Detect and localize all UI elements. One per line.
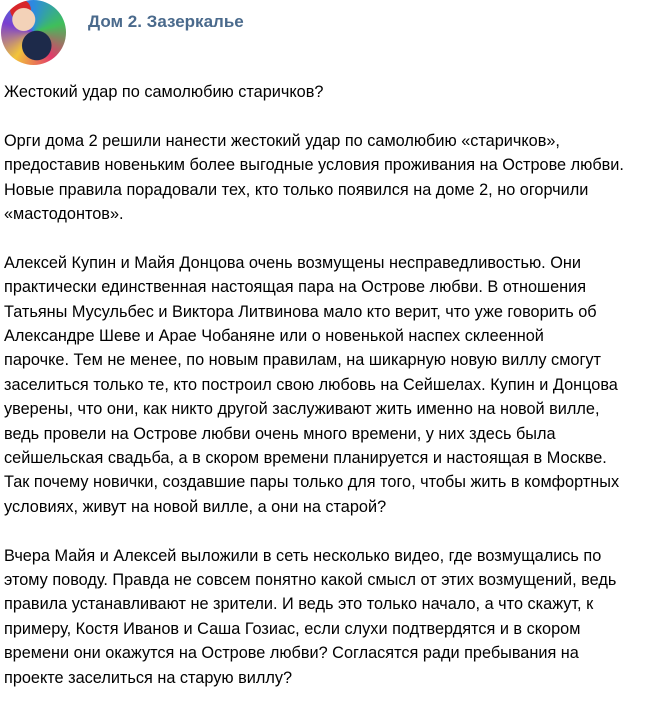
text-line: условиях, живут на новой вилле, а они на старой? — [4, 497, 387, 516]
group-name-link[interactable]: Дом 2. Зазеркалье — [88, 12, 244, 31]
group-avatar[interactable] — [1, 0, 66, 65]
text-line: проекте заселиться на старую виллу? — [4, 668, 293, 687]
post-text — [4, 80, 624, 715]
post-paragraph — [4, 80, 624, 104]
text-line: сейшельская свадьба, а в скором времени планируется и настоящая в Москве. — [4, 449, 607, 468]
post-paragraph — [4, 251, 624, 519]
text-line: Жестокий удар по самолюбию старичков? — [4, 83, 324, 101]
text-line: примеру, Костя Иванов и Саша Гозиас, если слухи подтвердятся и в скором — [4, 619, 581, 638]
text-line: уверены, что они, как никто другой заслуживают жить именно на новой вилле, — [4, 400, 600, 419]
text-line: времени они окажутся на Острове любви? Согласятся ради пребывания на — [4, 644, 579, 663]
post-header — [0, 0, 670, 70]
post-paragraph — [4, 129, 624, 227]
text-line: заселиться только те, кто построил свою любовь на Сейшелах. Купин и Донцова — [4, 375, 618, 394]
text-line: парочке. Тем не менее, по новым правилам, на шикарную новую виллу смогут — [4, 351, 601, 370]
text-line: Вчера Майя и Алексей выложили в сеть несколько видео, где возмущались по — [4, 546, 602, 565]
text-line: этому поводу. Правда не совсем понятно какой смысл от этих возмущений, ведь — [4, 571, 617, 590]
text-line: ведь провели на Острове любви очень много времени, у них здесь была — [4, 424, 556, 443]
text-line: Александре Шеве и Арае Чобаняне или о новенькой наспех склеенной — [4, 327, 544, 346]
text-line: правила устанавливают не зрители. И ведь это только начало, а что скажут, к — [4, 595, 594, 614]
text-line: практически единственная настоящая пара на Острове любви. В отношения — [4, 278, 587, 297]
text-line: Новые правила порадовали тех, кто только появился на доме 2, но огорчили — [4, 180, 589, 199]
text-line: Татьяны Мусульбес и Виктора Литвинова мало кто верит, что уже говорить об — [4, 302, 597, 321]
text-line: Так почему новички, создавшие пары только для того, чтобы жить в комфортных — [4, 473, 620, 492]
post-paragraph — [4, 544, 624, 690]
text-line: предоставив новеньким более выгодные условия проживания на Острове любви. — [4, 156, 624, 175]
text-line: «мастодонтов». — [4, 205, 124, 224]
text-line: Орги дома 2 решили нанести жестокий удар по самолюбию «старичков», — [4, 131, 560, 150]
text-line: Алексей Купин и Майя Донцова очень возмущены несправедливостью. Они — [4, 253, 581, 272]
